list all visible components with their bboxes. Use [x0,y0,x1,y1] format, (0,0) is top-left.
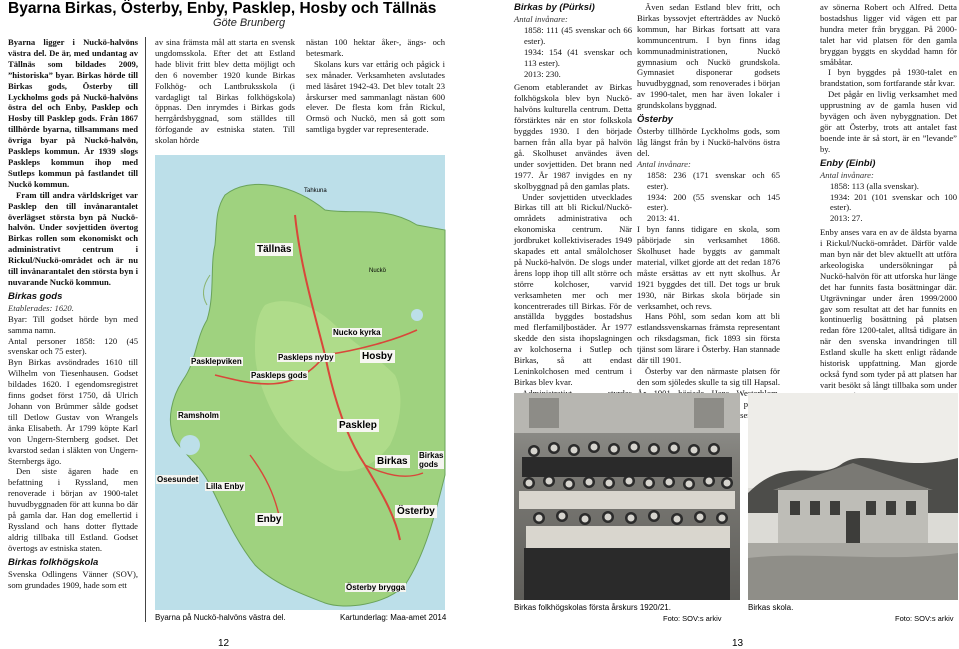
enby-pop-1858: 1858: 113 (alla svenskar). [830,180,919,191]
page-number-right: 13 [732,638,744,649]
photo-birkas-skola [748,393,958,600]
birkas-gods-heading: Birkas gods [8,290,63,302]
enby-text: Enby anses vara en av de äldsta byarna i Rickul/Nuckö-området. Därför valde man byn när det blev aktuellt att utföra arkeologiska undersökningar på Nuckö-halvön för att utforska hur länge det har funnits fasta bosättningar där. Utgrävningar under åren 1999/2000 gav som resultat att det har funnits en kontinuerlig bosättning på platsen redan före 1200-talet, alltså tidigare än när den svenska invandringen till Estland skulle ha skett enligt rådande historisk uppfattning. Man gjorde också fynd som tyder på att platsen har varit besökt så långt tillbaka som under [820,227,957,390]
map [155,155,445,610]
folkhogskola-text: Svenska Odlingens Vänner (SOV), som grundades 1909, hade som ett [8,568,138,590]
photo1-credit: Foto: SOV:s arkiv [663,614,722,623]
osterby-pop-2013: 2013: 41. [647,213,680,224]
map-label-osesundet: Osesundet [157,475,199,484]
column-3 [306,37,445,155]
column-1 [8,37,138,622]
column-2 [155,37,295,155]
birkas-by-pop-1934: 1934: 154 (41 svenskar och 113 ester). [524,46,632,68]
byar: Byar: Till godset hörde byn med samma namn. [8,313,138,335]
col6-text-2: I byn byggdes på 1930-talet en brandstation, som fortfarande står kvar. [820,67,957,89]
page-title: Byarna Birkas, Österby, Enby, Pasklep, Hosby och Tällnäs [8,0,437,17]
map-label-ramsholm: Ramsholm [178,411,219,420]
map-graphic [155,155,445,610]
column-5 [637,2,780,390]
map-credit: Kartunderlag: Maa-amet 2014 [340,613,447,622]
map-label-nucko: Nuckö [369,268,387,274]
enby-pop-1934: 1934: 201 (101 svenskar och 100 ester). [830,191,957,213]
map-caption: Byarna på Nuckö-halvöns västra del. [155,613,286,622]
photo2-caption: Birkas skola. [748,603,794,612]
enby-heading: Enby (Einbi) [820,157,876,169]
map-label-pasklepviken: Pasklepviken [191,357,242,366]
osterby-pop-1934: 1934: 200 (55 svenskar och 145 ester). [647,191,780,213]
birkas-by-heading: Birkas by (Pürksi) [514,2,595,13]
birkas-by-pop-1858: 1858: 111 (45 svenskar och 66 ester). [524,24,632,46]
birkas-by-text: Genom etablerandet av Birkas folkhögskola blev byn Nuckö-halvöns kulturella centrum. Detta förstärktes när en stor folkskola byggdes 1930. I den började barnen från alla byar på halvön gå. Skolhuset användes även under sovjettiden. Det brann ned 1977. År 1987 invigdes en ny skolbyggnad på den gamlas plats. [514,82,632,191]
map-label-paskleps-gods: Paskleps gods [251,371,308,380]
photo2-credit: Foto: SOV:s arkiv [895,614,954,623]
photo1-caption: Birkas folkhögskolas första årskurs 1920/21. [514,603,671,612]
map-label-osterby-brygga: Österby brygga [346,583,406,592]
col6-text-3: Det pågår en livlig verksamhet med upprustning av de gamla husen vid byvägen och även nybyggnation. Det gör att Österby, trots att antalet fast boende inte är så stort, är en ”levande” by. [820,89,957,154]
map-label-enby: Enby [257,514,282,525]
col2-text: av sina främsta mål att starta en svensk ungdomsskola. Efter det att Estland hade blivit fritt blev detta möjligt och den 6 november 1920 kunde Birkas Folkhög- och Lantbruksskola (i vardagligt tal Birkas folkhögskola) öppnas. Den inrymdes i Birkas gods herrgårdsbyggnad, som ställdes till förfogande av estniska staten. Till skolan hörde [155,37,295,146]
map-label-hosby: Hosby [362,351,393,362]
birkas-gods-text: Byn Birkas avsöndrades 1610 till Wilhelm von Tiesenhausen. Godset bildades 1620. I egendomsregistret finns godset först 1750, då Ulrich Johann von Brümmer sålde godset till Detlow Gustav von Wrangels änka Elisabeth. År 1799 köpte Karl von Ungern-Sternberg godset. Det kvarstod sedan i släkten von Ungern-Sternbergs ägo. [8,357,138,466]
map-label-paskleps-nyby: Paskleps nyby [278,353,334,362]
author: Göte Brunberg [213,17,286,29]
column-divider [145,37,146,622]
column-6 [820,2,957,390]
map-label-birkas: Birkas [377,456,408,467]
antal-personer: Antal personer 1858: 120 (45 svenskar och 75 ester). [8,335,138,357]
map-label-tallnas: Tällnäs [257,244,292,255]
osterby-pop-1858: 1858: 236 (171 svenskar och 65 ester). [647,169,780,191]
osterby-text: Österby tillhörde Lyckholms gods, som låg längst från by i Nuckö-halvöns östra del. [637,126,780,158]
col6-text: av sönerna Robert och Alfred. Detta bostadshus ligger vid vägen ett par hundra meter från bryggan. På 2000-talet har vid platsen för den gamla bryggan byggts en skyddad hamn för småbåtar. [820,2,957,67]
map-label-birkas-gods: Birkas gods [419,451,444,469]
etablerades: Etablerades: 1620. [8,302,74,313]
osterby-text-3: Hans Pöhl, som sedan kom att bli estlandssvenskarnas främsta representant och riksdagsman, fick 1893 sin första tjänst som lärare i Österby. Han stannade där till 1901. [637,311,780,366]
osterby-heading: Österby [637,114,673,126]
page-number-left: 12 [218,638,230,649]
birkas-by-pop-2013: 2013: 230. [524,68,561,79]
col5-text: Även sedan Estland blev fritt, och Birkas byssovjet efterträddes av Nuckö kommun, har Birkas fortsatt att vara kommuncentrum. I byn finns idag kommunadministrationen, Nuckö gymnasium och Nuckö grundskola. Gymnasiet disponerar godsets huvudbyggnad, som renoverades i början av 1990-talet, men har även lokaler i grundskolans byggnad. [637,2,780,111]
col3-text: nästan 100 hektar åker-, ängs- och betesmark. [306,37,445,58]
map-label-nucko-kyrka: Nucko kyrka [333,328,381,337]
map-label-tahkuna: Tahkuna [304,188,327,194]
map-label-osterby: Österby [397,506,435,517]
intro-text: Byarna ligger i Nuckö-halvöns västra del. De är, med undantag av Tällnäs som bildades 2009, ”historiska” byar. Birkas hörde till Birkas gods, Österby till Lyckholms gods på Nuckö-halvöns östra del och Enby, Pasklep och Hosby till Pasklep gods. Från 1867 tillhörde byarna, tillsammans med övriga byar på Nuckö-halvön, Paskleps kommun. År 1939 slogs Paskleps kommun ihop med Sutleps kommun på fastlandet till Nuckö kommun. [8,37,138,189]
enby-antal-label: Antal invånare: [820,169,874,180]
enby-pop-2013: 2013: 27. [830,213,863,224]
folkhogskola-heading: Birkas folkhögskola [8,556,99,568]
birkas-by-text-2: Under sovjettiden utvecklades Birkas till att bli Rickul/Nuckö-områdets administrativa och ekonomiska centrum. När jordbruket kollektiviserades 1949 skapades ett antal smålolchoser på Nuckö-halvön. De slogs under årens lopp ihop till allt större och större kolchoser, varvid verksamheten mer och mer koncentrerades till Birkas. För de anställda byggdes bostadshus med flerfamiljbostäder. År 1977 skedde den sista ihopslagningen av kolchoserna i Sutlep och Birkas, så att endast Leninkolchosen med centrum i Birkas blev kvar. [514,191,632,387]
birkas-by-antal-label: Antal invånare: [514,14,568,24]
column-4 [514,2,632,390]
osterby-text-4: Österby var den närmaste platsen för den som sjöledes skulle ta sig till Hapsal. [637,366,780,387]
birkas-gods-text-2: Den siste ägaren hade en befattning i Ryssland, men renoverade i början av 1900-talet huvudbyggnaden för att kunna bo där på gamla dar. Han dog emellertid i Ryssland och hans dotter flyttade aldrig tillbaka till Estland. Godset övertogs av estniska staten. [8,466,138,553]
intro-text-2: Fram till andra världskriget var Pasklep den till invånarantalet överlägset största byn på Nuckö-halvön. Under sovjettiden övertog Birkas rollen som ekonomiskt och administrativt centrum i Rickul/Nuckö-området och är nu till invånarantalet den största byn i nuvarande Nuckö kommun. [8,189,138,287]
col3-text-2: Skolans kurs var ettårig och pågick i sex månader. Verksamheten avslutades med läsåret 1942-43. Det blev totalt 23 årskurser med sammanlagt nästan 600 elever. De flesta kom från Rickul, Ormsö och Nuckö, men så gott som samtliga bygder var representerade. [306,58,445,135]
osterby-antal-label: Antal invånare: [637,158,691,169]
osterby-text-2: I byn fanns tidigare en skola, som påbörjade sin verksamhet 1868. Skolhuset hade byggts av gammalt material, vilket gjorde att det redan 1876 måste ersättas av ett nytt skolhus. År 1921 byggdes det till. Det togs ur bruk 1930, när Birkas skola började sin verksamhet, och revs. [637,224,780,311]
map-label-pasklep: Pasklep [339,420,377,431]
photo-folkhogskola-class [514,393,740,600]
map-label-lilla-enby: Lilla Enby [206,482,244,491]
